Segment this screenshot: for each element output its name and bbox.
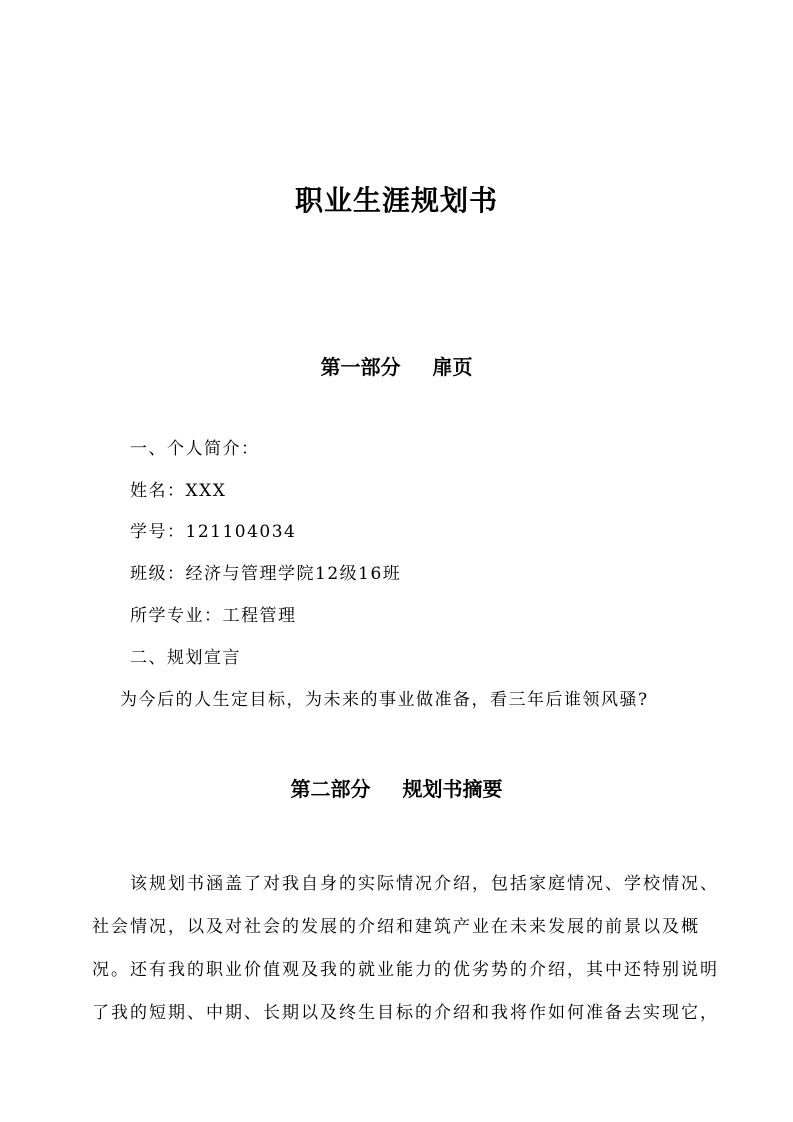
section-name: 规划书摘要 [402, 777, 503, 801]
section-label: 第二部分 [290, 777, 371, 801]
paragraph-line: 社会情况，以及对社会的发展的介绍和建筑产业在未来发展的前景以及概 [92, 917, 700, 937]
manifesto-text: 为今后的人生定目标，为未来的事业做准备，看三年后谁领风骚? [120, 690, 649, 710]
section-heading-part1 [0, 353, 793, 381]
manifesto-heading: 二、规划宣言 [130, 648, 241, 668]
section-name: 扉页 [432, 355, 473, 379]
section-heading-part2 [0, 775, 793, 803]
class-line: 班级：经济与管理学院12级16班 [130, 564, 402, 584]
student-id-line: 学号：121104034 [130, 522, 297, 542]
paragraph-line: 了我的短期、中期、长期以及终生目标的介绍和我将作如何准备去实现它， [92, 1003, 719, 1023]
section-label: 第一部分 [320, 355, 401, 379]
document-title: 职业生涯规划书 [294, 184, 498, 217]
name-line: 姓名：XXX [130, 481, 227, 501]
paragraph-line: 该规划书涵盖了对我自身的实际情况介绍，包括家庭情况、学校情况、 [130, 874, 719, 894]
intro-heading: 一、个人简介： [130, 439, 260, 459]
major-line: 所学专业：工程管理 [130, 606, 297, 626]
paragraph-line: 况。还有我的职业价值观及我的就业能力的优劣势的介绍，其中还特别说明 [92, 960, 719, 980]
